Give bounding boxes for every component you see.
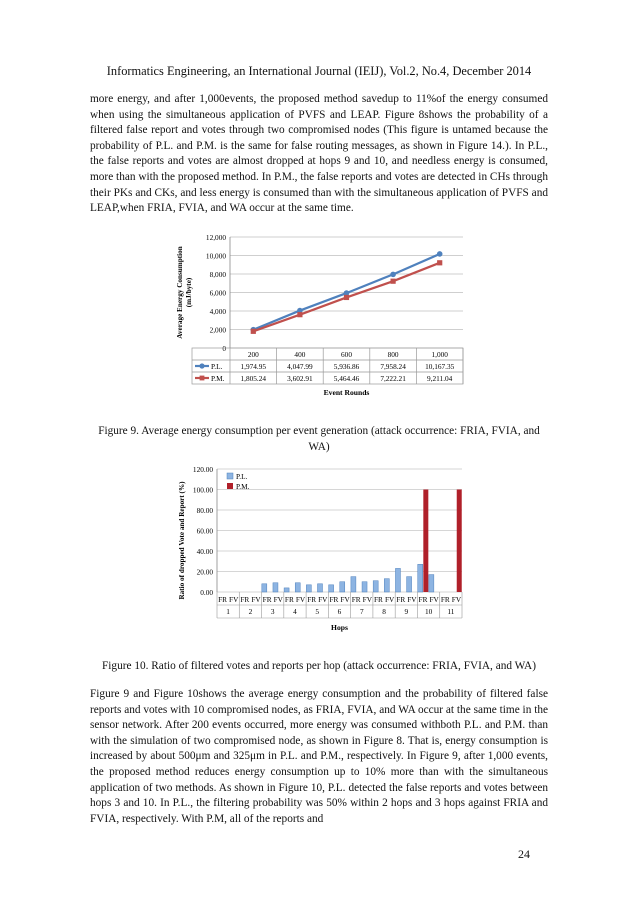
subcategory-label: FV [362, 595, 373, 604]
y-tick-label: 100.00 [192, 485, 213, 495]
legend-marker [200, 376, 205, 381]
hop-label: 3 [270, 607, 275, 616]
table-value: 1,974.95 [240, 362, 267, 371]
x-category-label: 600 [341, 350, 352, 359]
subcategory-label: FR [374, 595, 383, 604]
y-tick-label: 0 [222, 344, 226, 353]
data-point-pl [437, 251, 443, 257]
y-axis-label: Average Energy Consumption(mJ/byte) [176, 246, 193, 339]
subcategory-label: FV [229, 595, 239, 604]
subcategory-label: FV [384, 595, 395, 604]
figure-9-chart [172, 225, 472, 397]
table-value: 7,958.24 [380, 362, 406, 371]
hop-label: 1 [226, 607, 230, 616]
legend-marker [199, 363, 204, 368]
table-value: 10,167.35 [425, 362, 455, 371]
y-tick-label: 40.00 [196, 547, 213, 556]
hop-label: 8 [382, 607, 386, 616]
legend-swatch-pm [227, 483, 233, 489]
bar-pl [395, 568, 400, 592]
bar-pm [423, 490, 428, 593]
table-value: 5,936.86 [333, 362, 360, 371]
figure-9-caption: Figure 9. Average energy consumption per event generation (attack occurrence: FRIA, FVIA, and WA) [98, 425, 540, 453]
data-table-frame [192, 348, 463, 384]
bar-pl [384, 579, 389, 592]
bar-pl [340, 582, 345, 592]
bar-pl [284, 588, 289, 592]
x-axis-label: Event Rounds [323, 388, 370, 397]
x-axis-label: Hops [331, 623, 348, 632]
x-category-label: 400 [294, 350, 306, 359]
table-value: 1,805.24 [240, 374, 267, 383]
legend-label: P.L. [236, 472, 248, 481]
data-point-pm [437, 260, 442, 265]
y-axis-label: Ratio of dropped Vote and Report (%) [178, 481, 186, 600]
bar-pl [306, 585, 311, 592]
data-point-pm [297, 312, 302, 317]
y-tick-label: 120.00 [192, 465, 213, 474]
bar-pl [329, 585, 334, 592]
hop-label: 10 [424, 607, 433, 616]
x-category-label: 200 [247, 350, 259, 359]
y-tick-label: 20.00 [196, 567, 213, 577]
journal-header: Informatics Engineering, an International Journal (IEIJ), Vol.2, No.4, December 2014 [106, 64, 532, 78]
subcategory-label: FR [240, 595, 250, 604]
subcategory-label: FV [340, 595, 350, 604]
subcategory-label: FV [429, 595, 439, 604]
y-tick-label: 0.00 [200, 588, 213, 597]
y-tick-label: 4,000 [209, 307, 226, 316]
bar-pl [429, 575, 434, 592]
subcategory-label: FR [351, 595, 361, 604]
bar-pm [457, 490, 462, 593]
figure-10-chart [170, 464, 470, 650]
subcategory-label: FV [318, 595, 328, 604]
page-number: 24 [518, 847, 530, 861]
subcategory-label: FR [396, 595, 406, 604]
subcategory-label: FR [218, 595, 228, 604]
bar-pl [351, 577, 356, 592]
y-tick-label: 12,000 [205, 233, 226, 242]
table-value: 7,222.21 [380, 374, 406, 383]
x-category-label: 1,000 [431, 350, 448, 359]
bar-pl [407, 577, 412, 592]
y-tick-label: 2,000 [209, 325, 226, 335]
data-point-pm [344, 295, 349, 300]
bar-pl [373, 581, 378, 592]
y-tick-label: 10,000 [205, 251, 226, 261]
bar-pl [273, 583, 278, 592]
subcategory-label: FV [407, 595, 417, 604]
hop-label: 9 [404, 607, 409, 616]
table-value: 9,211.04 [427, 374, 453, 383]
data-point-pm [251, 329, 256, 334]
table-value: 4,047.99 [287, 362, 313, 371]
bar-pl [362, 582, 367, 592]
hop-label: 2 [248, 607, 253, 616]
subcategory-label: FR [329, 595, 339, 604]
paragraph-1: more energy, and after 1,000events, the proposed method savedup to 11%of the energy consumed when using the simultaneous application of PVFS and LEAP. Figure 8shows the probability of a filtered false report and votes through two compromised nodes (This figure is untamed because the probability of P.L. and P.M. is the same for false routing messages, as shown in Figure 14.). In P.L., the false reports and votes are almost dropped at hops 9 and 10, and needless energy is consumed, more than with the proposed method. In P.M., the false reports and votes are detected in CHs through their PKs and CKs, and less energy is consumed than with the simultaneous application of PVFS and LEAP,when FRIA, FVIA, and WA occur at the same time. [90, 93, 548, 215]
bar-pl [317, 584, 322, 592]
table-value: 5,464.46 [333, 374, 360, 383]
hop-label: 6 [337, 607, 342, 616]
subcategory-label: FR [307, 595, 317, 604]
x-category-label: 800 [387, 350, 399, 359]
data-point-pl [390, 272, 396, 278]
legend-label: P.L. [211, 362, 223, 371]
data-point-pm [391, 279, 396, 284]
figure-10-caption: Figure 10. Ratio of filtered votes and reports per hop (attack occurrence: FRIA, FVIA, and WA) [102, 660, 536, 672]
subcategory-label: FR [440, 595, 450, 604]
y-tick-label: 6,000 [209, 288, 226, 298]
legend-label: P.M. [236, 482, 250, 491]
subcategory-label: FV [273, 595, 283, 604]
bar-pl [418, 564, 423, 592]
subcategory-label: FV [451, 595, 462, 604]
subcategory-label: FR [418, 595, 428, 604]
hop-label: 11 [447, 607, 455, 616]
bar-pl [262, 584, 267, 592]
subcategory-label: FV [251, 595, 261, 604]
y-tick-label: 8,000 [209, 270, 226, 279]
legend-swatch-pl [227, 473, 233, 479]
table-value: 3,602.91 [287, 374, 313, 383]
subcategory-label: FV [295, 595, 306, 604]
y-tick-label: 80.00 [196, 506, 213, 515]
paragraph-2: Figure 9 and Figure 10shows the average energy consumption and the probability of filtered false reports and votes with 10 compromised nodes, as FRIA, FVIA, and WA occur at the same time in the sensor network. After 200 events occurred, more energy was consumed withboth P.L. and P.M. than with the simulation of two compromised node, as shown in Figure 8. That is, energy consumption is increased by about 500μm and 325μm in P.L. and P.M., respectively. In Figure 9, after 1,000 events, the proposed method reduces energy consumption up to 10% more than with the simultaneous application of two methods. As shown in Figure 10, P.L. detected the false reports and votes between hops 3 and 10. In P.L., the filtering probability was 50% within 2 hops and 3 hops against FRIA and FVIA, respectively. With P.M, all of the reports and [90, 688, 548, 825]
hop-label: 4 [293, 607, 297, 616]
legend-label: P.M. [211, 374, 225, 383]
y-tick-label: 60.00 [196, 526, 213, 536]
bar-pl [295, 583, 300, 592]
hop-label: 5 [315, 607, 320, 616]
subcategory-label: FR [262, 595, 272, 604]
subcategory-label: FR [284, 595, 294, 604]
hop-label: 7 [359, 607, 364, 616]
